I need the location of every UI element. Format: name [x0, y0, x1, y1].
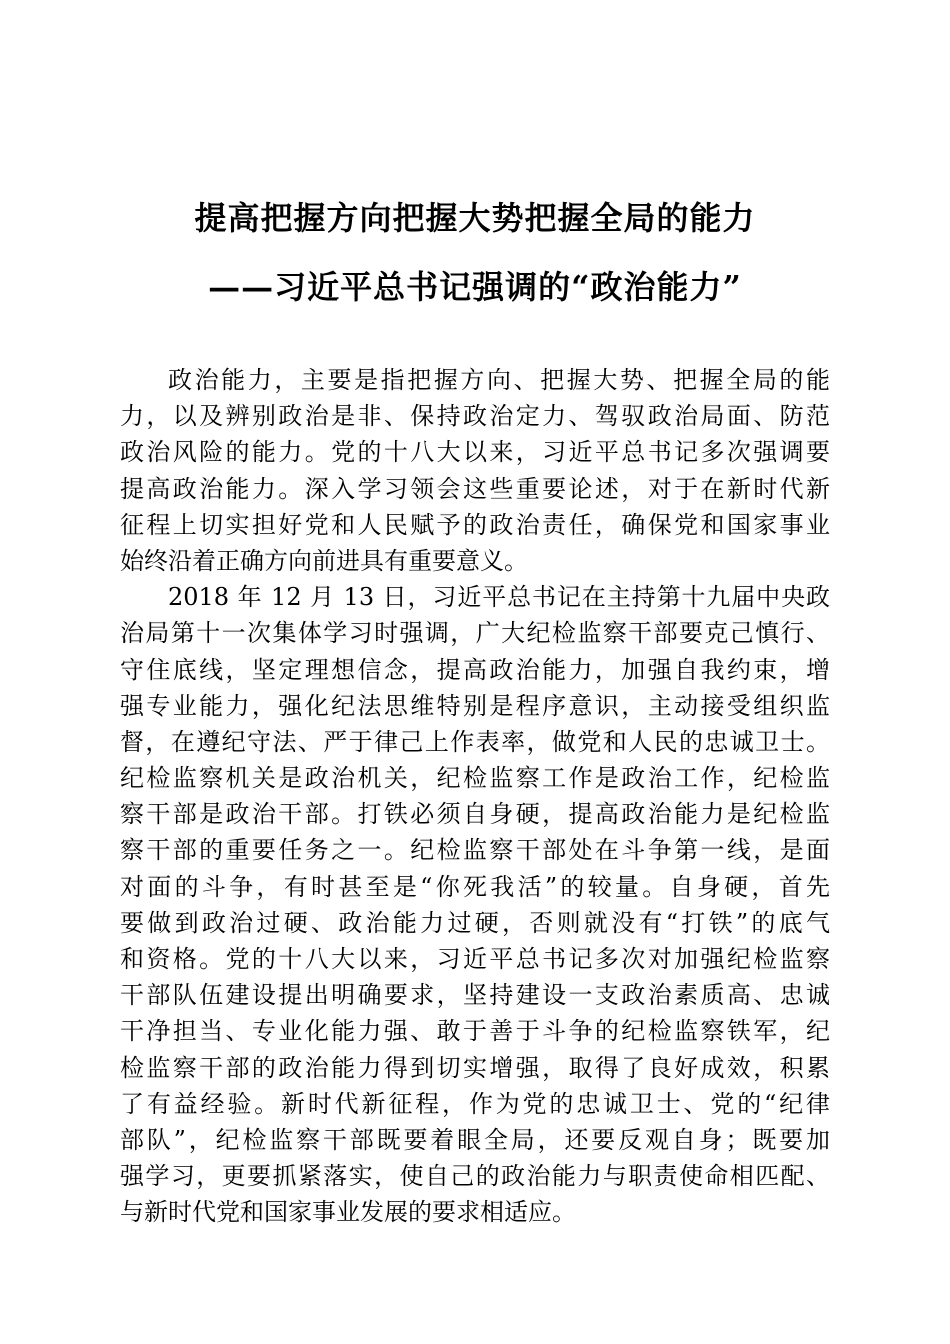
document-body: [120, 362, 830, 1231]
paragraph-line: 察干部是政治干部。打铁必须自身硬，提高政治能力是纪检监: [120, 800, 830, 829]
paragraph-line: 提高政治能力。深入学习领会这些重要论述，对于在新时代新: [120, 474, 830, 503]
paragraph-line: 政治风险的能力。党的十八大以来，习近平总书记多次强调要: [120, 438, 830, 467]
paragraph-line: 和资格。党的十八大以来，习近平总书记多次对加强纪检监察: [120, 945, 830, 973]
paragraph-line: 纪检监察机关是政治机关，纪检监察工作是政治工作，纪检监: [120, 764, 830, 793]
paragraph-line: 征程上切实担好党和人民赋予的政治责任，确保党和国家事业: [120, 510, 830, 539]
paragraph-line: 始终沿着正确方向前进具有重要意义。: [120, 546, 528, 575]
paragraph-line: 政治能力，主要是指把握方向、把握大势、把握全局的能: [168, 366, 830, 394]
paragraph-line: 强学习，更要抓紧落实，使自己的政治能力与职责使命相匹配、: [120, 1162, 830, 1191]
paragraph-line: 治局第十一次集体学习时强调，广大纪检监察干部要克己慎行、: [120, 619, 830, 648]
paragraph-line: 部队”，纪检监察干部既要着眼全局，还要反观自身；既要加: [120, 1125, 830, 1154]
document-subtitle: ——习近平总书记强调的“政治能力”: [208, 268, 742, 306]
paragraph-line: 对面的斗争，有时甚至是“你死我活”的较量。自身硬，首先: [120, 872, 830, 901]
paragraph-2: [120, 579, 830, 1230]
paragraph-line: 与新时代党和国家事业发展的要求相适应。: [120, 1198, 576, 1227]
paragraph-line: 干部队伍建设提出明确要求，坚持建设一支政治素质高、忠诚: [120, 981, 830, 1010]
paragraph-line: 督，在遵纪守法、严于律己上作表率，做党和人民的忠诚卫士。: [120, 727, 830, 756]
paragraph-1: [120, 362, 830, 579]
paragraph-line: 干净担当、专业化能力强、敢于善于斗争的纪检监察铁军，纪: [120, 1017, 830, 1046]
paragraph-line: 强专业能力，强化纪法思维特别是程序意识，主动接受组织监: [120, 691, 830, 720]
paragraph-line: 守住底线，坚定理想信念，提高政治能力，加强自我约束，增: [120, 655, 830, 684]
paragraph-line: 力，以及辨别政治是非、保持政治定力、驾驭政治局面、防范: [120, 402, 830, 431]
paragraph-line: 检监察干部的政治能力得到切实增强，取得了良好成效，积累: [120, 1053, 830, 1082]
paragraph-line: 要做到政治过硬、政治能力过硬，否则就没有“打铁”的底气: [120, 908, 830, 937]
paragraph-line: 察干部的重要任务之一。纪检监察干部处在斗争第一线，是面: [120, 836, 830, 865]
paragraph-line: 2018 年 12 月 13 日，习近平总书记在主持第十九届中央政: [168, 583, 830, 612]
document-title: 提高把握方向把握大势把握全局的能力: [194, 199, 756, 237]
paragraph-line: 了有益经验。新时代新征程，作为党的忠诚卫士、党的“纪律: [120, 1089, 830, 1118]
